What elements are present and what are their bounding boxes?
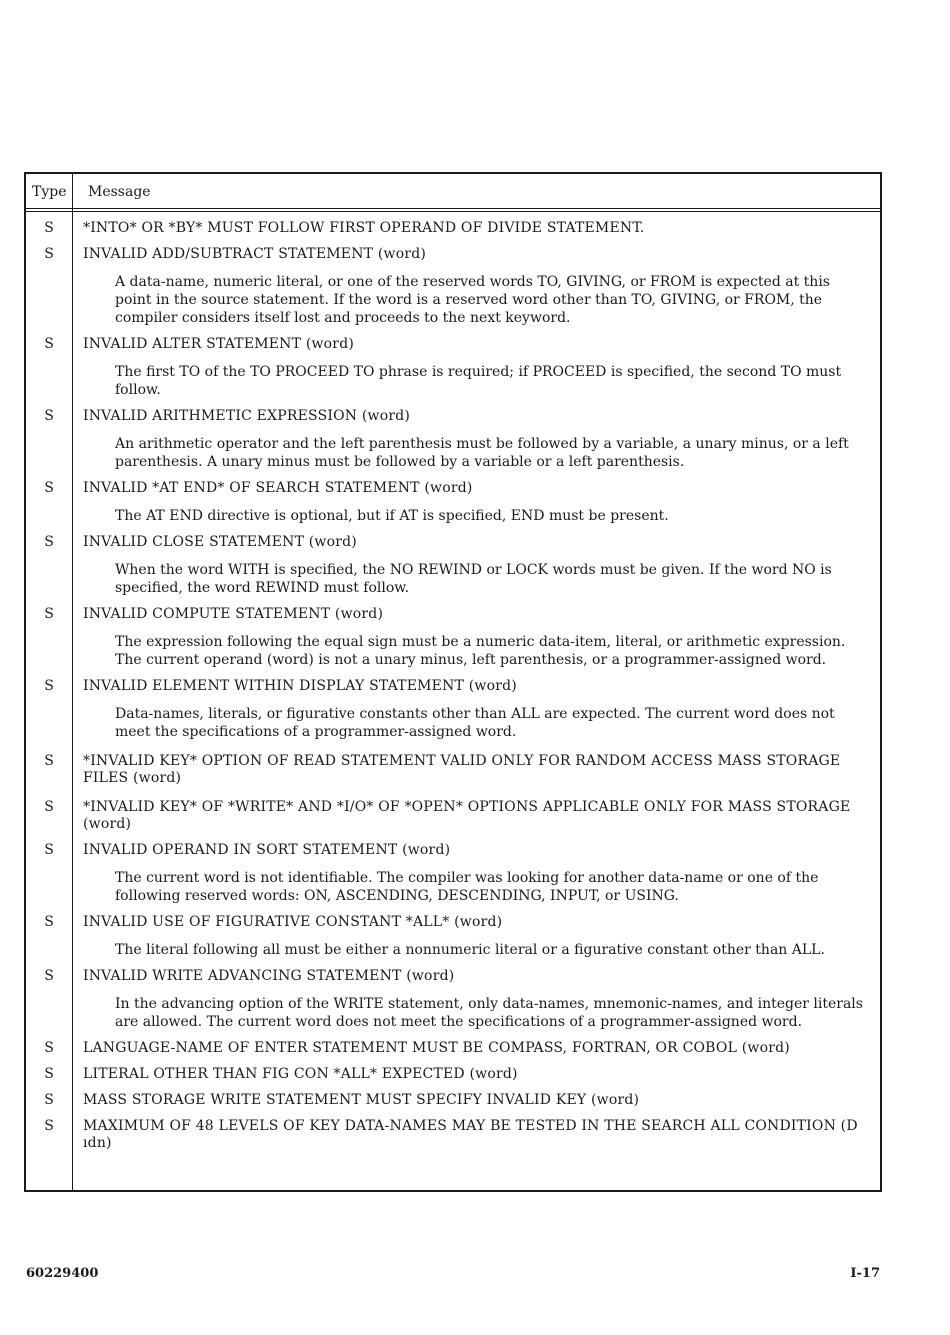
row-type: S [44,220,54,236]
row-type: S [44,678,54,694]
row-message: MASS STORAGE WRITE STATEMENT MUST SPECIFY INVALID KEY (word) [83,1092,640,1108]
row-body [72,914,880,959]
row-type: S [44,799,54,815]
row-type: S [44,968,54,984]
row-body [72,799,880,833]
row-type: S [44,1118,54,1134]
row-type: S [44,1040,54,1056]
row-message: INVALID ADD/SUBTRACT STATEMENT (word) [83,246,427,262]
row-message: LANGUAGE-NAME OF ENTER STATEMENT MUST BE COMPASS, FORTRAN, OR COBOL (word) [83,1040,790,1056]
row-body [72,678,880,741]
header-type: Type [32,184,67,200]
row-body [72,480,880,525]
table-row [26,246,880,327]
table-row [26,1066,880,1083]
row-message: INVALID ARITHMETIC EXPRESSION (word) [83,408,411,424]
row-body [72,1066,880,1083]
row-message: INVALID ELEMENT WITHIN DISPLAY STATEMENT (word) [83,678,517,694]
table-row [26,1040,880,1057]
row-body [72,1040,880,1057]
row-description: The current word is not identifiable. The compiler was looking for another data-name or one of the following reserved words: ON, ASCENDING, DESCENDING, INPUT, or USING. [115,870,819,904]
table-row [26,480,880,525]
table-row [26,753,880,787]
row-description: When the word WITH is specified, the NO REWIND or LOCK words must be given. If the word NO is specified, the word REWIND must follow. [115,562,832,596]
table-body [26,220,880,1152]
table-row [26,678,880,741]
doc-number: 60229400 [26,1266,99,1281]
row-type: S [44,753,54,769]
row-type: S [44,1092,54,1108]
row-description: The AT END directive is optional, but if AT is specified, END must be present. [115,508,669,524]
row-message: INVALID OPERAND IN SORT STATEMENT (word) [83,842,451,858]
row-description: A data-name, numeric literal, or one of the reserved words TO, GIVING, or FROM is expected at this point in the source statement. If the word is a reserved word other than TO, GIVING, or FROM, the compiler considers itself lost and proceeds to the next keyword. [115,274,830,326]
table-row [26,1118,880,1152]
row-body [72,968,880,1031]
table-header [26,174,880,212]
row-description: The expression following the equal sign must be a numeric data-item, literal, or arithmetic expression. The current operand (word) is not a unary minus, left parenthesis, or a programmer-assigned word. [115,634,846,668]
header-message: Message [88,184,151,200]
row-message: INVALID *AT END* OF SEARCH STATEMENT (word) [83,480,473,496]
table-row [26,336,880,399]
row-message: INVALID COMPUTE STATEMENT (word) [83,606,384,622]
row-message: INVALID CLOSE STATEMENT (word) [83,534,357,550]
table-row [26,220,880,237]
row-message: INVALID WRITE ADVANCING STATEMENT (word) [83,968,455,984]
row-type: S [44,1066,54,1082]
table-row [26,968,880,1031]
row-description: The literal following all must be either a nonnumeric literal or a figurative constant other than ALL. [115,942,825,958]
row-body [72,842,880,905]
row-body [72,606,880,669]
row-type: S [44,606,54,622]
row-message: INVALID USE OF FIGURATIVE CONSTANT *ALL* (word) [83,914,503,930]
row-body [72,336,880,399]
message-table [24,172,882,1192]
row-message: LITERAL OTHER THAN FIG CON *ALL* EXPECTED (word) [83,1066,518,1082]
row-body [72,246,880,327]
row-message: MAXIMUM OF 48 LEVELS OF KEY DATA-NAMES MAY BE TESTED IN THE SEARCH ALL CONDITION (D ıdn) [83,1118,858,1151]
page-number: I-17 [850,1266,880,1281]
row-message: INVALID ALTER STATEMENT (word) [83,336,355,352]
table-row [26,606,880,669]
row-description: In the advancing option of the WRITE statement, only data-names, mnemonic-names, and integer literals are allowed. The current word does not meet the specifications of a programmer-assigned word. [115,996,863,1030]
table-row [26,1092,880,1109]
row-message: *INVALID KEY* OPTION OF READ STATEMENT VALID ONLY FOR RANDOM ACCESS MASS STORAGE FILES (word) [83,753,841,786]
row-type: S [44,534,54,550]
row-type: S [44,336,54,352]
row-type: S [44,842,54,858]
row-body [72,408,880,471]
table-row [26,534,880,597]
row-description: An arithmetic operator and the left parenthesis must be followed by a variable, a unary minus, or a left parenthesis. A unary minus must be followed by a variable or a left parenthesis. [115,436,849,470]
row-type: S [44,480,54,496]
row-message: *INVALID KEY* OF *WRITE* AND *I/O* OF *OPEN* OPTIONS APPLICABLE ONLY FOR MASS STORAGE (word) [83,799,851,832]
row-body [72,1092,880,1109]
row-body [72,1118,880,1152]
row-body [72,753,880,787]
row-message: *INTO* OR *BY* MUST FOLLOW FIRST OPERAND OF DIVIDE STATEMENT. [83,220,645,236]
table-row [26,408,880,471]
table-row [26,799,880,833]
row-type: S [44,914,54,930]
row-type: S [44,246,54,262]
table-row [26,914,880,959]
row-description: The first TO of the TO PROCEED TO phrase is required; if PROCEED is specified, the second TO must follow. [115,364,842,398]
table-row [26,842,880,905]
row-body [72,220,880,237]
row-type: S [44,408,54,424]
row-body [72,534,880,597]
row-description: Data-names, literals, or figurative constants other than ALL are expected. The current word does not meet the specifications of a programmer-assigned word. [115,706,835,740]
